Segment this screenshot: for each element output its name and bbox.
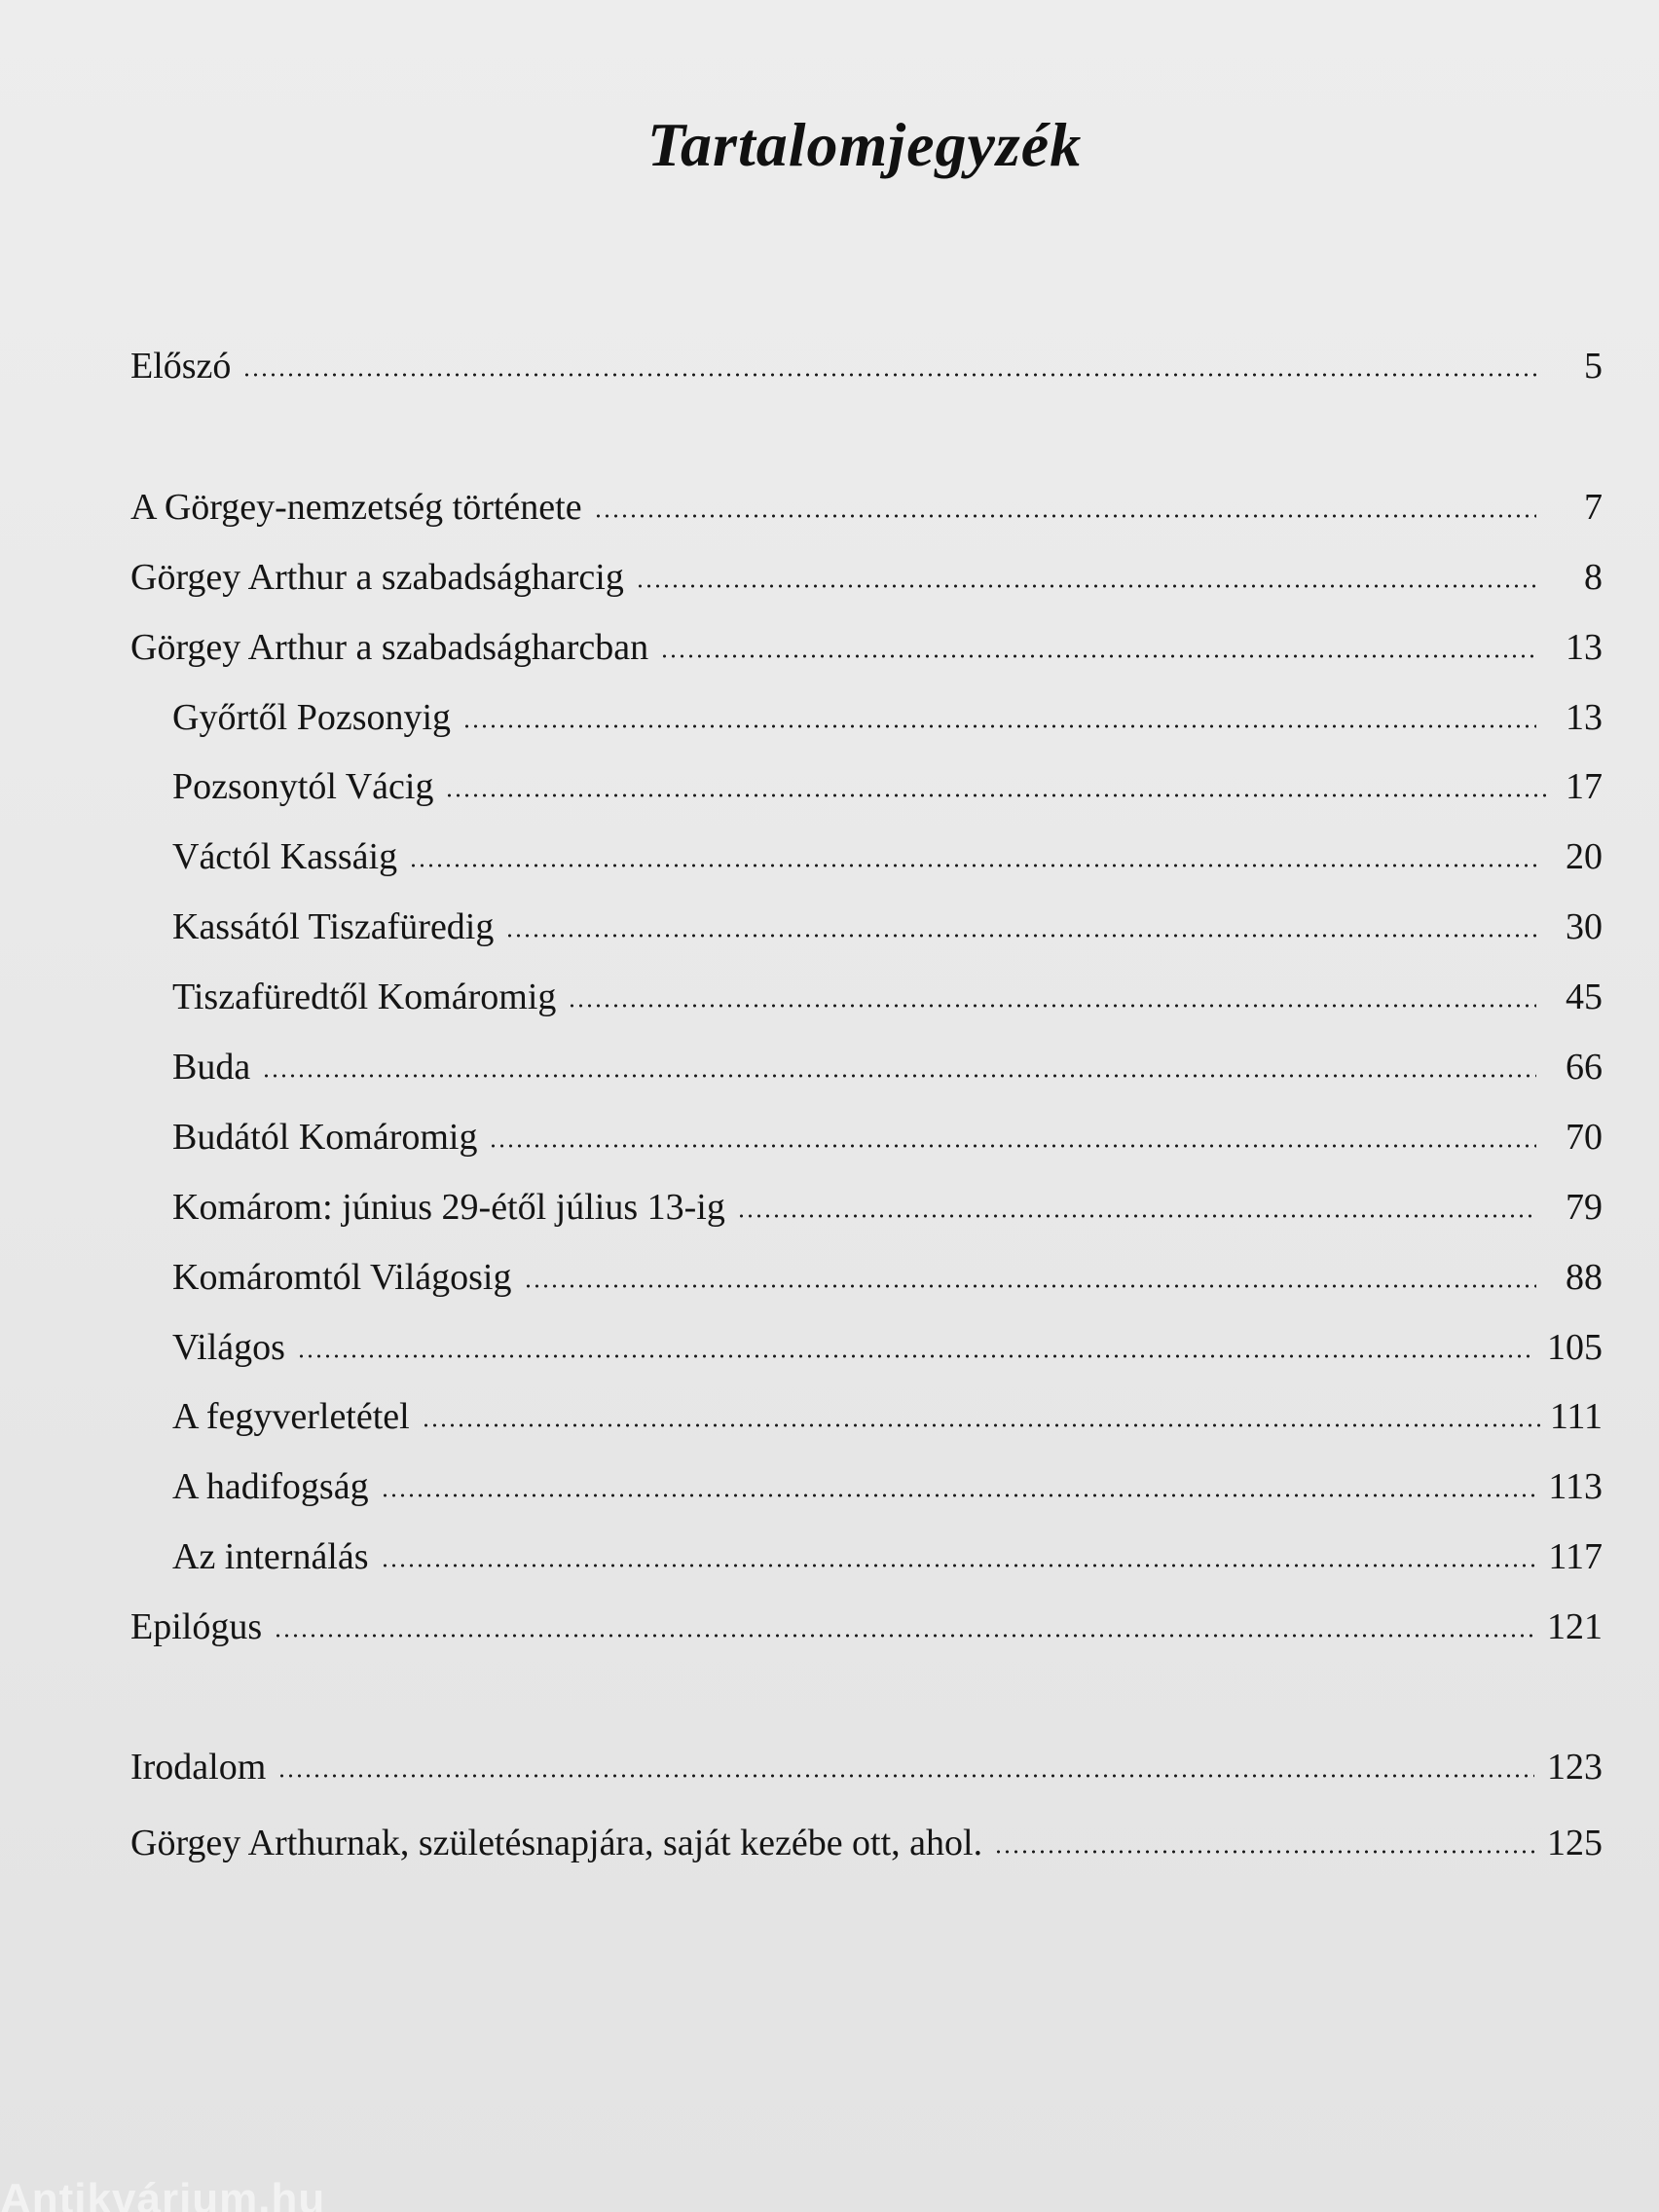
toc-entry-page: 66 [1566, 1047, 1603, 1088]
toc-leader-dots [445, 792, 1548, 799]
toc-entry-label: A Görgey-nemzetség története [130, 487, 582, 528]
toc-entry [130, 478, 1603, 529]
toc-entry [172, 828, 1603, 878]
toc-entry-label: Epilógus [130, 1606, 263, 1647]
toc-entry-page: 123 [1547, 1747, 1603, 1788]
toc-entry-label: Győrtől Pozsonyig [172, 697, 452, 738]
toc-entry [172, 688, 1603, 739]
toc-entry-page: 125 [1547, 1823, 1603, 1863]
toc-entry [130, 1814, 1603, 1864]
toc-entry [172, 757, 1603, 808]
toc-entry-page: 45 [1566, 977, 1603, 1017]
toc-leader-dots [297, 1352, 1534, 1360]
toc-leader-dots [737, 1212, 1536, 1220]
toc-entry-label: Irodalom [130, 1747, 267, 1788]
toc-leader-dots [594, 512, 1536, 520]
toc-leader-dots [505, 932, 1536, 940]
toc-entry-label: Az internálás [172, 1536, 369, 1577]
toc-leader-dots [381, 1492, 1534, 1499]
toc-entry [130, 548, 1603, 599]
toc-leader-dots [277, 1772, 1534, 1780]
toc-entry-label: A fegyverletétel [172, 1396, 410, 1437]
toc-entry [130, 1738, 1603, 1788]
toc-leader-dots [274, 1632, 1534, 1640]
toc-entry-page: 20 [1566, 836, 1603, 877]
toc-leader-dots [994, 1848, 1534, 1856]
toc-entry-label: Komáromtól Világosig [172, 1257, 512, 1298]
toc-leader-dots [462, 722, 1536, 730]
toc-entry [172, 1387, 1603, 1438]
toc-leader-dots [262, 1072, 1536, 1080]
toc-leader-dots [242, 371, 1536, 379]
toc-leader-dots [636, 582, 1536, 590]
toc-entry [172, 968, 1603, 1018]
toc-entry-label: Világos [172, 1327, 285, 1368]
page-title: Tartalomjegyzék [646, 110, 1083, 179]
toc-entry [172, 1318, 1603, 1369]
toc-leader-dots [524, 1282, 1537, 1290]
toc-entry-page: 5 [1584, 346, 1603, 387]
toc-entry-label: A hadifogság [172, 1466, 369, 1507]
toc-entry-label: Előszó [130, 346, 232, 387]
toc-entry [172, 1038, 1603, 1088]
toc-entry [172, 1178, 1603, 1229]
toc-entry-page: 30 [1566, 906, 1603, 947]
toc-entry-page: 70 [1566, 1117, 1603, 1158]
toc-entry-page: 7 [1584, 487, 1603, 528]
toc-entry-page: 8 [1584, 557, 1603, 598]
toc-leader-dots [422, 1421, 1542, 1429]
toc-entry-label: Komárom: június 29-étől július 13-ig [172, 1187, 725, 1228]
toc-entry-page: 117 [1548, 1536, 1603, 1577]
toc-entry-page: 111 [1549, 1396, 1603, 1437]
toc-entry-label: Pozsonytól Vácig [172, 766, 434, 807]
toc-entry [130, 1598, 1603, 1648]
toc-leader-dots [381, 1562, 1534, 1569]
toc-entry [130, 337, 1603, 387]
toc-leader-dots [409, 862, 1536, 869]
toc-entry-page: 105 [1547, 1327, 1603, 1368]
toc-entry [172, 1457, 1603, 1508]
toc-entry-page: 13 [1566, 627, 1603, 668]
toc-entry-label: Buda [172, 1047, 251, 1088]
toc-entry-label: Görgey Arthur a szabadságharcban [130, 627, 649, 668]
toc-entry-label: Tiszafüredtől Komáromig [172, 977, 557, 1017]
toc-entry-page: 13 [1566, 697, 1603, 738]
toc-entry-label: Kassától Tiszafüredig [172, 906, 495, 947]
toc-entry-page: 17 [1566, 766, 1603, 807]
watermark: Antikvárium.hu [0, 2175, 326, 2212]
toc-leader-dots [660, 652, 1536, 660]
toc-entry-page: 88 [1566, 1257, 1603, 1298]
toc-entry-label: Budától Komáromig [172, 1117, 478, 1158]
toc-entry-label: Váctól Kassáig [172, 836, 398, 877]
toc-entry-page: 79 [1566, 1187, 1603, 1228]
toc-leader-dots [568, 1002, 1536, 1010]
toc-entry [172, 898, 1603, 948]
toc-entry-page: 113 [1548, 1466, 1603, 1507]
toc-entry [172, 1528, 1603, 1578]
toc-entry-label: Görgey Arthurnak, születésnapjára, saját kezébe ott, ahol. [130, 1823, 983, 1863]
toc-entry-page: 121 [1547, 1606, 1603, 1647]
toc-entry [172, 1108, 1603, 1159]
toc-entry [172, 1248, 1603, 1299]
toc-leader-dots [489, 1142, 1536, 1150]
toc-entry-label: Görgey Arthur a szabadságharcig [130, 557, 624, 598]
toc-entry [130, 618, 1603, 669]
